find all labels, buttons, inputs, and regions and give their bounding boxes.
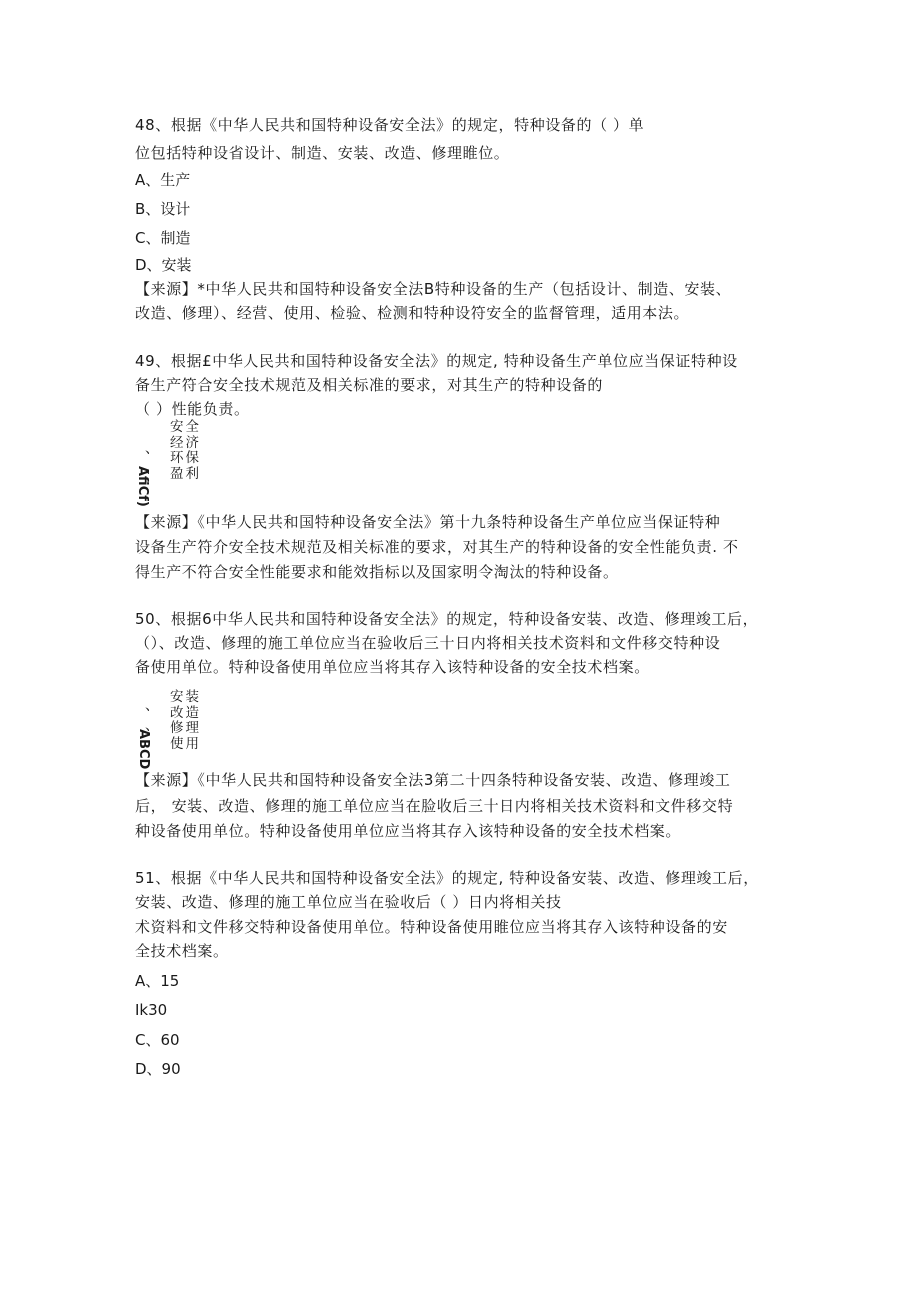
q49-option-stack <box>170 420 201 482</box>
q50-dun-mark: 、 <box>145 698 159 714</box>
q48-option-d: D、安装 <box>135 256 192 274</box>
q48-option-a: A、生产 <box>135 171 191 189</box>
q50-option-b: 改造 <box>170 704 201 721</box>
q51-stem-line-2: 安装、改造、修理的施工单位应当在验收后（ ）日内将相关技 <box>135 893 562 911</box>
q49-option-c: 环保 <box>170 450 201 466</box>
q49-source-line-3: 得生产不符合安全性能要求和能效指标以及国家明令淘汰的特种设备。 <box>135 563 619 581</box>
q48-stem-line-1: 48、根据《中华人民共和国特种设备安全法》的规定，特种设备的（ ）单 <box>135 116 645 134</box>
q51-option-d: D、90 <box>135 1060 181 1078</box>
q51-option-b: Ik30 <box>135 1001 168 1019</box>
q51-option-c: C、60 <box>135 1031 180 1049</box>
q50-source-line-3: 种设备使用单位。特种设备使用单位应当将其存入该特种设备的安全技术档案。 <box>135 822 682 840</box>
q48-stem-line-2: 位包括特种设省设计、制造、安装、改造、修理睢位。 <box>135 144 510 162</box>
q50-source-line-1: 【来源】《中华人民共和国特种设备安全法3第二十四条特种设备安装、改造、修理竣工 <box>135 771 731 789</box>
q51-stem-line-4: 全技术档案。 <box>135 942 229 960</box>
q49-dun-mark: 、 <box>145 441 159 457</box>
q49-option-a: 安全 <box>170 419 201 435</box>
q50-stem-line-1: 50、根据6中华人民共和国特种设备安全法》的规定，特种设备安装、改造、修理竣工后， <box>135 610 759 628</box>
q50-option-stack <box>170 690 201 752</box>
q51-stem-line-1: 51、根据《中华人民共和国特种设备安全法》的规定, 特种设备安装、改造、修理竣工后， <box>135 869 759 887</box>
q50-option-c: 修理 <box>170 720 201 736</box>
q49-option-d: 盈利 <box>170 465 201 482</box>
q50-stem-line-2: （）、改造、修理的施工单位应当在验收后三十日内将相关技术资料和文件移交特种设 <box>135 634 721 652</box>
q49-stem-line-1: 49、根据£中华人民共和国特种设备安全法》的规定, 特种设备生产单位应当保证特种设 <box>135 352 738 370</box>
q49-rotated-option-letters: AfiCf) <box>135 466 150 507</box>
q50-rotated-option-letters: ABCD <box>136 729 151 770</box>
q48-source-line-1: 【来源】*中华人民共和国特种设备安全法B特种设备的生产（包括设计、制造、安装、 <box>135 280 732 298</box>
q50-source-line-2: 后， 安装、改造、修理的施工单位应当在脸收后三十日内将相关技术资料和文件移交特 <box>135 797 734 815</box>
q49-source-line-2: 设备生产符介安全技术规范及相关标准的要求，对其生产的特种设备的安全性能负责. 不 <box>135 538 739 556</box>
q50-stem-line-3: 备使用单位。特种设备使用单位应当将其存入该特种设备的安全技术档案。 <box>135 658 650 676</box>
q49-stem-line-2: 备生产符合安全技术规范及相关标准的要求，对其生产的特种设备的 <box>135 376 604 394</box>
q49-source-line-1: 【来源】《中华人民共和国特种设备安全法》第十九条特种设备生产单位应当保证特种 <box>135 513 721 531</box>
q49-option-b: 经济 <box>170 434 201 451</box>
q50-dun-mark-2: 、 <box>145 718 159 734</box>
q51-option-a: A、15 <box>135 972 180 990</box>
q49-dun-mark-2: 、 <box>145 461 159 477</box>
q50-option-d: 使用 <box>170 735 201 752</box>
q48-option-c: C、制造 <box>135 229 191 247</box>
q48-option-b: B、设计 <box>135 200 191 218</box>
q51-stem-line-3: 术资料和文件移交特种设备使用单位。特种设备使用睢位应当将其存入该特种设备的安 <box>135 918 728 936</box>
q48-source-line-2: 改造、修理）、经营、使用、检验、检测和特种设符安全的监督管理，适用本法。 <box>135 304 690 322</box>
q49-stem-line-3: （ ）性能负责。 <box>135 400 250 418</box>
q50-option-a: 安装 <box>170 689 201 705</box>
